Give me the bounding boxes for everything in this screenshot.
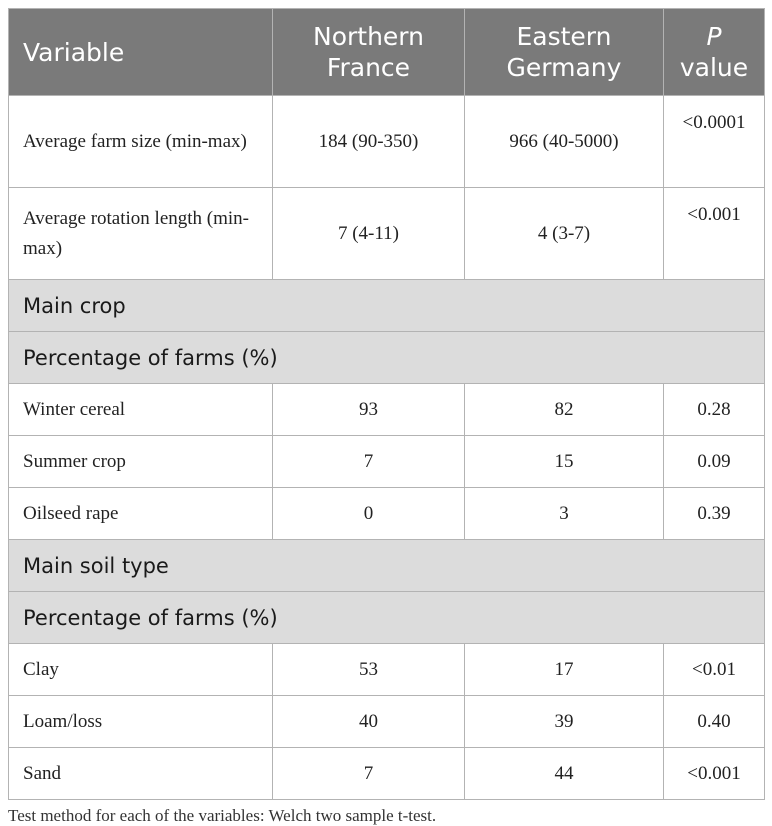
cell-p-value: <0.0001 [664,96,765,188]
cell-variable: Sand [9,748,273,800]
cell-p-value: 0.09 [664,436,765,488]
table-row [9,696,765,748]
table-row [9,488,765,540]
cell-p-value: 0.39 [664,488,765,540]
header-p-value [664,9,765,96]
table-row [9,644,765,696]
cell-france: 7 [273,748,465,800]
cell-france: 7 [273,436,465,488]
comparison-table [8,8,765,800]
cell-variable: Average rotation length (min-max) [9,188,273,280]
section-title: Main soil type [9,540,765,592]
section-row-main-soil-type [9,540,765,592]
cell-variable: Clay [9,644,273,696]
cell-germany: 15 [465,436,664,488]
section-row-main-crop [9,280,765,332]
cell-germany: 82 [465,384,664,436]
section-subtitle: Percentage of farms (%) [9,592,765,644]
header-variable: Variable [9,9,273,96]
cell-germany: 39 [465,696,664,748]
cell-france: 7 (4-11) [273,188,465,280]
header-eastern-germany: Eastern Germany [465,9,664,96]
table-container [8,8,764,826]
cell-p-value: 0.40 [664,696,765,748]
section-row-soil-percentage [9,592,765,644]
cell-france: 93 [273,384,465,436]
cell-variable: Average farm size (min-max) [9,96,273,188]
cell-p-value: <0.01 [664,644,765,696]
cell-variable: Winter cereal [9,384,273,436]
cell-france: 53 [273,644,465,696]
cell-germany: 3 [465,488,664,540]
cell-variable: Loam/loss [9,696,273,748]
cell-germany: 966 (40-5000) [465,96,664,188]
cell-germany: 4 (3-7) [465,188,664,280]
cell-germany: 17 [465,644,664,696]
table-row [9,384,765,436]
table-row [9,436,765,488]
cell-variable: Summer crop [9,436,273,488]
cell-p-value: <0.001 [664,748,765,800]
header-p-letter: P [706,22,722,51]
table-row [9,188,765,280]
table-header-row [9,9,765,96]
cell-france: 40 [273,696,465,748]
cell-variable: Oilseed rape [9,488,273,540]
cell-france: 0 [273,488,465,540]
section-title: Main crop [9,280,765,332]
section-row-crop-percentage [9,332,765,384]
header-p-value-word: value [679,53,749,82]
table-row [9,748,765,800]
header-northern-france: Northern France [273,9,465,96]
table-row [9,96,765,188]
table-footnote: Test method for each of the variables: Welch two sample t-test. [8,806,437,825]
section-subtitle: Percentage of farms (%) [9,332,765,384]
cell-germany: 44 [465,748,664,800]
cell-france: 184 (90-350) [273,96,465,188]
cell-p-value: <0.001 [664,188,765,280]
cell-p-value: 0.28 [664,384,765,436]
